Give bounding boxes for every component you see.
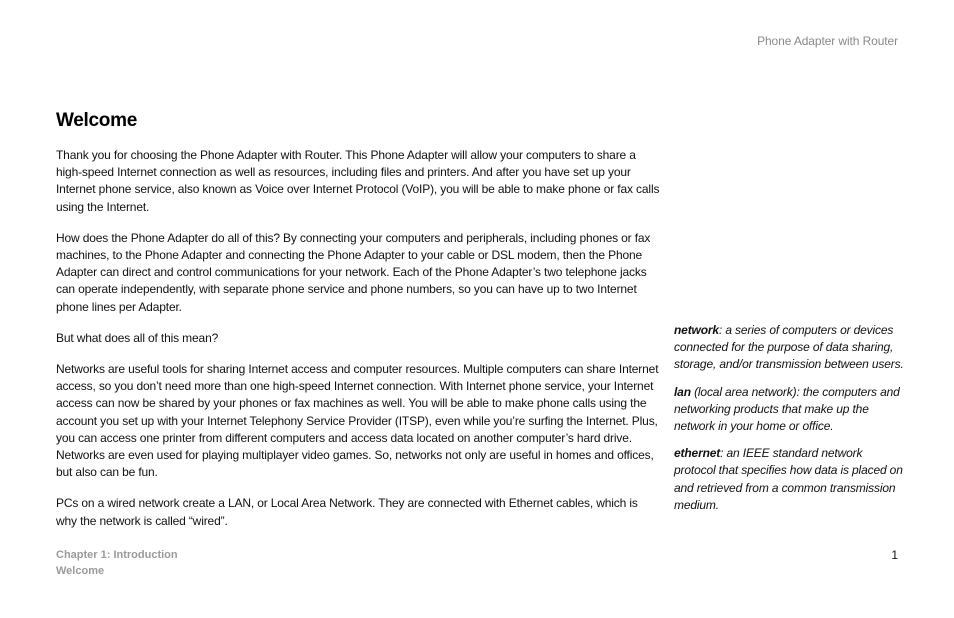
glossary-term: lan — [674, 384, 691, 399]
glossary-term: network — [674, 323, 719, 337]
glossary-sidebar — [674, 322, 904, 524]
main-body-text — [56, 147, 660, 544]
paragraph-intro: Thank you for choosing the Phone Adapter with Router. This Phone Adapter will allow your computers to share a high-speed Internet connection as well as resources, including files and printers. And after you have set up your Internet phone service, also known as Voice over Internet Protocol (VoIP), you will be able to make phone or fax calls using the Internet. — [56, 148, 660, 214]
paragraph-how-it-works: How does the Phone Adapter do all of this? By connecting your computers and peripherals, including phones or fax machines, to the Phone Adapter and connecting the Phone Adapter to your cable or DSL modem, then the Phone Adapter can direct and control communications for your network. Each of the Phone Adapter’s two telephone jacks can operate independently, with separate phone service and phone numbers, so you can have up to two Internet phone lines per Adapter. — [56, 230, 651, 314]
footer-breadcrumb — [56, 547, 178, 579]
footer-section: Welcome — [56, 565, 105, 577]
glossary-entry-lan — [674, 384, 904, 436]
page-number: 1 — [891, 548, 898, 562]
glossary-definition: (local area network): the computers and networking products that make up the network in your home or office. — [674, 384, 900, 434]
glossary-definition: : a series of computers or devices connected for the purpose of data sharing, storage, and/or transmission between users. — [674, 323, 904, 372]
running-header: Phone Adapter with Router — [757, 34, 898, 48]
paragraph-question: But what does all of this mean? — [56, 330, 219, 345]
page-title: Welcome — [56, 110, 137, 131]
glossary-entry-network — [674, 322, 904, 374]
paragraph-lan: PCs on a wired network create a LAN, or Local Area Network. They are connected with Ethernet cables, which is why the network is called “wired”. — [56, 496, 638, 528]
glossary-definition: : an IEEE standard network protocol that specifies how data is placed on and retrieved from a common transmission medium. — [674, 446, 903, 512]
footer-chapter: Chapter 1: Introduction — [56, 549, 178, 561]
glossary-entry-ethernet — [674, 445, 904, 514]
glossary-term: ethernet — [674, 446, 721, 461]
paragraph-networks: Networks are useful tools for sharing Internet access and computer resources. Multiple computers can share Internet access, so you don’t need more than one high-speed Internet connection. With Internet phone service, your Internet access can now be shared by your phones or fax machines as well. You will be able to make phone calls using the account you set up with your Internet Telephony Service Provider (ITSP), even while you’re surfing the Internet. Plus, you can access one printer from different computers and access data located on another computer’s hard drive. Networks are even used for playing multiplayer video games. So, networks not only are useful in homes and offices, but also can be fun. — [56, 362, 659, 480]
